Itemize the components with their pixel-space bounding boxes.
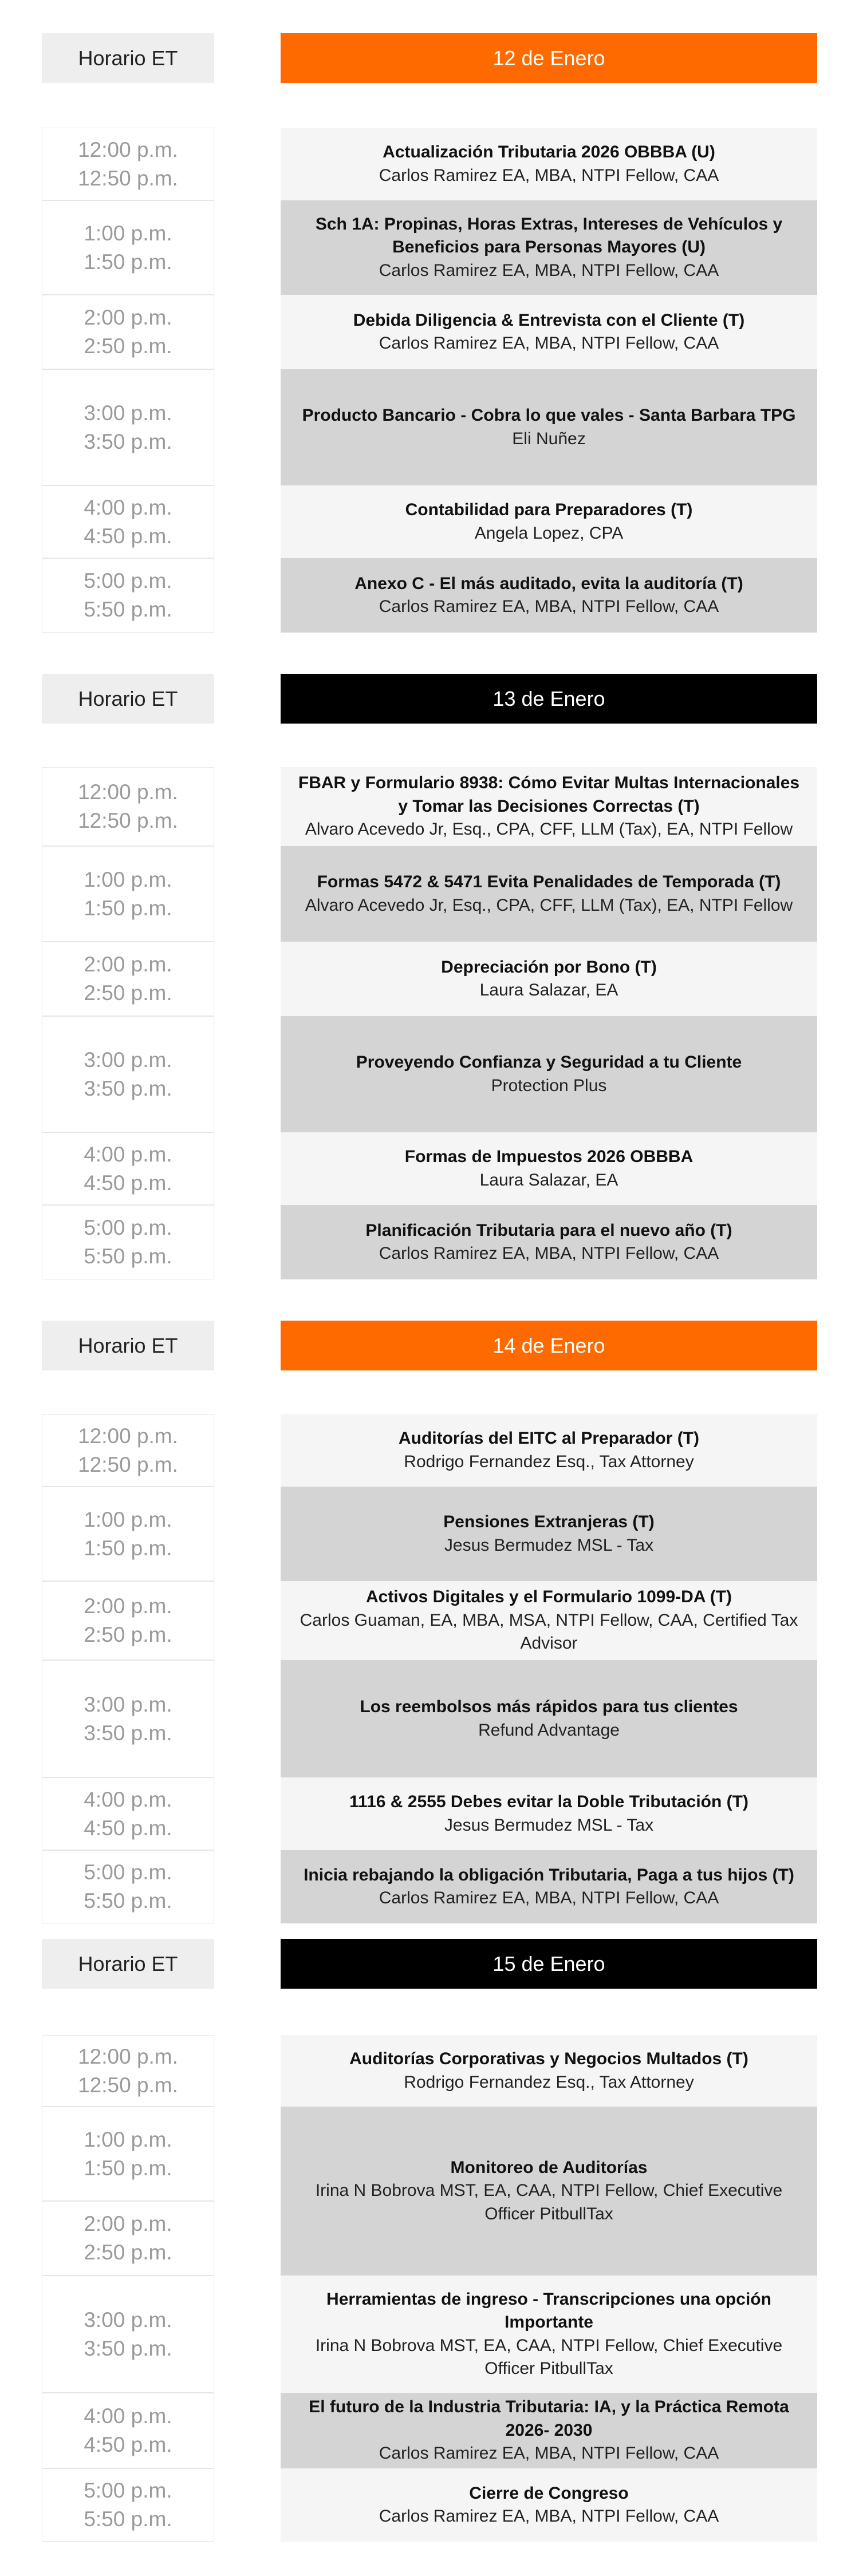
end-time: 1:50 p.m. [84,1536,172,1560]
session-card [281,295,817,369]
start-time: 3:00 p.m. [84,2308,172,2332]
session-title: FBAR y Formulario 8938: Cómo Evitar Multas Internacionales y Tomar las Decisiones Correctas (T) [298,773,800,816]
session-title: Inicia rebajando la obligación Tributaria, Paga a tus hijos (T) [304,1865,794,1884]
time-slot [42,200,214,295]
session-card [281,128,817,200]
time-slot [42,1205,214,1279]
session-title: Los reembolsos más rápidos para tus clientes [360,1697,738,1716]
session-title: Formas 5472 & 5471 Evita Penalidades de Temporada (T) [317,872,781,891]
session-card [281,1777,817,1850]
time-slot [42,2468,214,2542]
session-card [281,2107,817,2275]
session-speaker: Carlos Ramirez EA, MBA, NTPI Fellow, CAA [379,165,719,185]
time-slot [42,767,214,846]
session-card [281,485,817,558]
end-time: 3:50 p.m. [84,1076,172,1100]
end-time: 5:50 p.m. [84,2507,172,2531]
end-time: 4:50 p.m. [84,1816,172,1840]
session-title: Depreciación por Bono (T) [441,957,657,977]
session-speaker: Laura Salazar, EA [479,981,618,999]
session-title: Activos Digitales y el Formulario 1099-DA (T) [365,1587,732,1607]
session-title: Actualización Tributaria 2026 OBBBA (U) [383,143,715,161]
end-time: 5:50 p.m. [84,1889,172,1913]
session-card [281,1581,817,1660]
end-time: 4:50 p.m. [84,2433,172,2456]
start-time: 2:00 p.m. [84,953,172,977]
time-slot [42,558,214,633]
start-time: 1:00 p.m. [84,1507,172,1531]
end-time: 12:50 p.m. [78,1452,178,1476]
end-time: 2:50 p.m. [84,981,172,1005]
end-time: 12:50 p.m. [78,166,178,190]
end-time: 3:50 p.m. [84,2336,172,2360]
session-card [281,1660,817,1777]
end-time: 1:50 p.m. [84,896,172,920]
start-time: 1:00 p.m. [84,2127,172,2151]
start-time: 5:00 p.m. [84,1860,172,1884]
time-slot [42,1487,214,1581]
session-speaker: Jesus Bermudez MSL - Tax [444,1535,654,1555]
session-card [281,1132,817,1205]
session-title: Herramientas de ingreso - Transcripciones una opción Importante [326,2289,771,2332]
start-time: 12:00 p.m. [78,137,178,161]
session-speaker: Eli Nuñez [512,429,586,448]
session-speaker: Rodrigo Fernandez Esq., Tax Attorney [404,1452,694,1471]
time-column-header: Horario ET [42,674,214,724]
end-time: 1:50 p.m. [84,2156,172,2180]
session-title: Auditorías Corporativas y Negocios Multados (T) [349,2049,748,2068]
time-slot [42,846,214,942]
session-speaker: Carlos Ramirez EA, MBA, NTPI Fellow, CAA [379,1244,719,1263]
time-slot [42,942,214,1016]
session-card [281,2393,817,2468]
session-title: Proveyendo Confianza y Seguridad a tu Cliente [356,1053,742,1072]
end-time: 3:50 p.m. [84,429,172,453]
day-header: 15 de Enero [281,1939,817,1989]
session-card [281,369,817,485]
end-time: 1:50 p.m. [84,250,172,274]
start-time: 3:00 p.m. [84,1692,172,1716]
time-slot [42,2393,214,2468]
time-slot [42,2275,214,2393]
time-slot [42,1414,214,1487]
start-time: 5:00 p.m. [84,569,172,593]
end-time: 12:50 p.m. [78,2073,178,2097]
start-time: 4:00 p.m. [84,1142,172,1166]
end-time: 3:50 p.m. [84,1721,172,1745]
start-time: 5:00 p.m. [84,2479,172,2503]
time-slot [42,485,214,558]
session-speaker: Carlos Guaman, EA, MBA, MSA, NTPI Fellow, CAA, Certified Tax Advisor [300,1610,798,1653]
session-title: 1116 & 2555 Debes evitar la Doble Tributación (T) [349,1792,748,1811]
session-speaker: Carlos Ramirez EA, MBA, NTPI Fellow, CAA [379,597,719,616]
session-speaker: Alvaro Acevedo Jr, Esq., CPA, CFF, LLM (Tax), EA, NTPI Fellow [305,895,793,915]
session-card [281,1850,817,1923]
session-title: Planificación Tributaria para el nuevo año (T) [365,1220,732,1240]
session-speaker: Refund Advantage [478,1720,620,1740]
session-title: Auditorías del EITC al Preparador (T) [398,1429,700,1448]
session-card [281,558,817,633]
start-time: 2:00 p.m. [84,306,172,330]
end-time: 2:50 p.m. [84,334,172,358]
session-card [281,1016,817,1132]
time-column-header: Horario ET [42,1939,214,1989]
end-time: 5:50 p.m. [84,598,172,621]
end-time: 4:50 p.m. [84,1171,172,1195]
time-slot [42,1581,214,1660]
time-slot [42,1132,214,1205]
time-slot [42,1660,214,1777]
session-speaker: Carlos Ramirez EA, MBA, NTPI Fellow, CAA [379,1888,719,1907]
session-title: Cierre de Congreso [469,2483,629,2503]
session-card [281,1487,817,1581]
session-speaker: Rodrigo Fernandez Esq., Tax Attorney [404,2072,694,2092]
start-time: 4:00 p.m. [84,2404,172,2428]
session-speaker: Angela Lopez, CPA [474,523,624,543]
session-card [281,846,817,942]
start-time: 2:00 p.m. [84,1594,172,1618]
session-speaker: Protection Plus [491,1076,607,1095]
start-time: 1:00 p.m. [84,867,172,891]
day-header: 13 de Enero [281,674,817,724]
session-card [281,2035,817,2107]
session-speaker: Jesus Bermudez MSL - Tax [444,1815,654,1835]
end-time: 2:50 p.m. [84,2241,172,2264]
start-time: 1:00 p.m. [84,221,172,245]
session-speaker: Irina N Bobrova MST, EA, CAA, NTPI Fellow, Chief Executive Officer PitbullTax [315,2336,783,2378]
start-time: 12:00 p.m. [78,780,178,804]
session-card [281,200,817,295]
session-speaker: Carlos Ramirez EA, MBA, NTPI Fellow, CAA [379,260,719,280]
session-card [281,767,817,846]
time-slot [42,2107,214,2201]
session-speaker: Irina N Bobrova MST, EA, CAA, NTPI Fellow, Chief Executive Officer PitbullTax [315,2181,783,2223]
start-time: 3:00 p.m. [84,401,172,425]
time-slot [42,295,214,369]
session-card [281,2275,817,2393]
time-column-header: Horario ET [42,33,214,83]
start-time: 12:00 p.m. [78,2044,178,2068]
session-card [281,1414,817,1487]
start-time: 4:00 p.m. [84,495,172,519]
session-speaker: Alvaro Acevedo Jr, Esq., CPA, CFF, LLM (Tax), EA, NTPI Fellow [305,820,793,839]
session-title: Producto Bancario - Cobra lo que vales - Santa Barbara TPG [302,406,796,425]
end-time: 2:50 p.m. [84,1623,172,1646]
time-slot [42,369,214,485]
session-speaker: Laura Salazar, EA [479,1170,618,1190]
end-time: 4:50 p.m. [84,524,172,548]
session-title: Contabilidad para Preparadores (T) [405,500,693,519]
session-title: Debida Diligencia & Entrevista con el Cliente (T) [353,310,745,330]
start-time: 3:00 p.m. [84,1048,172,1072]
end-time: 5:50 p.m. [84,1244,172,1268]
time-column-header: Horario ET [42,1321,214,1370]
session-speaker: Carlos Ramirez EA, MBA, NTPI Fellow, CAA [379,2444,719,2463]
session-title: Anexo C - El más auditado, evita la auditoría (T) [354,574,743,593]
session-card [281,1205,817,1279]
start-time: 12:00 p.m. [78,1424,178,1448]
end-time: 12:50 p.m. [78,809,178,832]
time-slot [42,2201,214,2275]
start-time: 4:00 p.m. [84,1787,172,1811]
session-speaker: Carlos Ramirez EA, MBA, NTPI Fellow, CAA [379,334,719,353]
session-title: Pensiones Extranjeras (T) [443,1512,655,1531]
session-title: Sch 1A: Propinas, Horas Extras, Intereses de Vehículos y Beneficios para Personas Mayores (U) [315,214,783,257]
day-header: 12 de Enero [281,33,817,83]
session-title: Monitoreo de Auditorías [450,2158,648,2177]
start-time: 5:00 p.m. [84,1216,172,1240]
day-header: 14 de Enero [281,1321,817,1370]
time-slot [42,2035,214,2107]
time-slot [42,128,214,200]
session-title: Formas de Impuestos 2026 OBBBA [404,1147,693,1166]
session-card [281,2468,817,2542]
session-card [281,942,817,1016]
time-slot [42,1850,214,1923]
time-slot [42,1777,214,1850]
time-slot [42,1016,214,1132]
session-speaker: Carlos Ramirez EA, MBA, NTPI Fellow, CAA [379,2507,719,2526]
start-time: 2:00 p.m. [84,2212,172,2236]
session-title: El futuro de la Industria Tributaria: IA, y la Práctica Remota 2026- 2030 [309,2397,789,2440]
